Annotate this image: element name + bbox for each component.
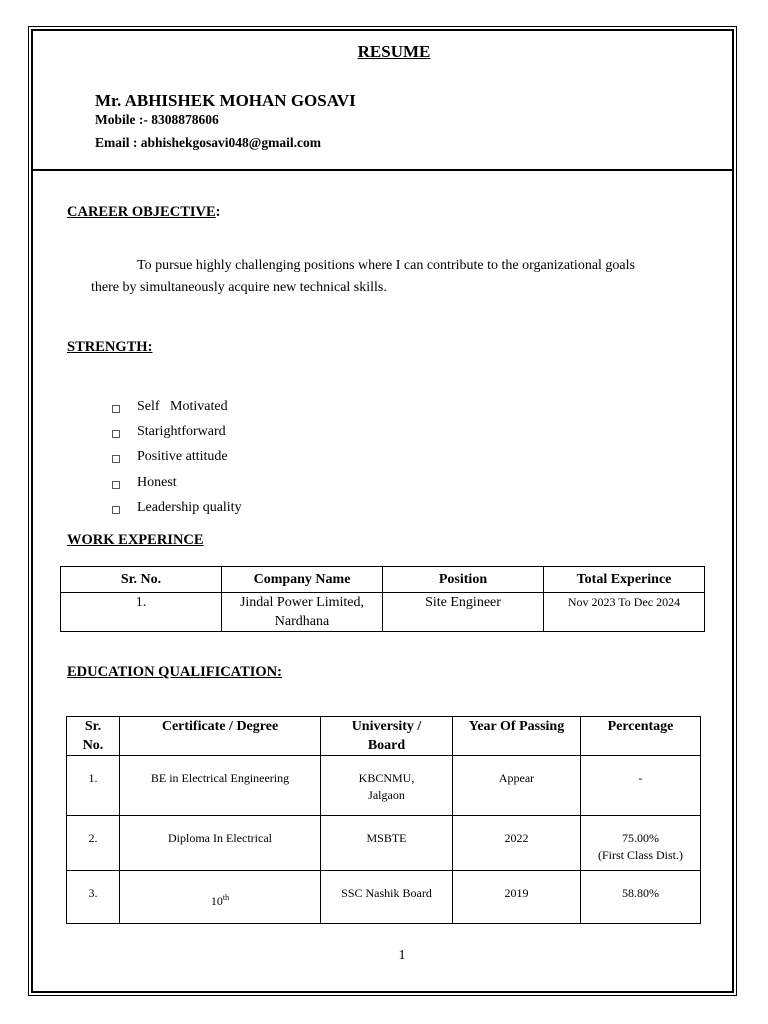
career-objective-heading-text: CAREER OBJECTIVE xyxy=(67,204,216,220)
table-row xyxy=(67,756,701,816)
column-header-sr-line-2: No. xyxy=(82,738,104,753)
cell-percentage xyxy=(581,816,701,871)
education-heading: EDUCATION QUALIFICATION: xyxy=(67,664,282,680)
education-table xyxy=(66,716,701,924)
cell-total-experience: Nov 2023 To Dec 2024 xyxy=(544,593,705,632)
cell-degree-text: 10 xyxy=(210,894,223,908)
resume-title: RESUME xyxy=(357,42,431,61)
cell-university xyxy=(321,756,453,816)
table-row xyxy=(67,871,701,924)
strength-item xyxy=(112,470,242,495)
cell-sr-no: 3. xyxy=(67,871,120,924)
table-header-row xyxy=(67,717,701,756)
career-objective-colon: : xyxy=(215,204,221,220)
column-header-year: Year Of Passing xyxy=(453,717,581,756)
cell-sr-no: 1. xyxy=(67,756,120,816)
cell-degree xyxy=(120,871,321,924)
work-experience-heading: WORK EXPERINCE xyxy=(67,532,204,548)
strength-item-label: Honest xyxy=(137,474,177,490)
table-header-row xyxy=(61,567,705,593)
column-header-percentage: Percentage xyxy=(581,717,701,756)
strength-heading: STRENGTH: xyxy=(67,339,153,355)
email-address: Email : abhishekgosavi048@gmail.com xyxy=(95,135,321,150)
strength-item xyxy=(112,419,242,444)
column-header-university-line-2: Board xyxy=(367,738,406,753)
column-header-sr-no xyxy=(67,717,120,756)
cell-percentage: - xyxy=(581,756,701,816)
table-row xyxy=(61,593,705,632)
cell-company-line-1: Jindal Power Limited, xyxy=(239,595,365,610)
column-header-position: Position xyxy=(383,567,544,593)
column-header-company: Company Name xyxy=(222,567,383,593)
cell-year: Appear xyxy=(453,756,581,816)
career-objective-text xyxy=(91,255,691,299)
column-header-university xyxy=(321,717,453,756)
column-header-sr-no: Sr. No. xyxy=(61,567,222,593)
checkbox-bullet-icon xyxy=(112,506,120,514)
cell-company-line-2: Nardhana xyxy=(274,614,330,629)
cell-sr-no: 1. xyxy=(61,593,222,632)
table-row xyxy=(67,816,701,871)
strength-item xyxy=(112,445,242,470)
cell-percentage-line-2: (First Class Dist.) xyxy=(597,848,683,862)
cell-year: 2022 xyxy=(453,816,581,871)
column-header-total-experience: Total Experince xyxy=(544,567,705,593)
cell-year: 2019 xyxy=(453,871,581,924)
header-divider xyxy=(31,169,734,171)
cell-university-line-1: KBCNMU, xyxy=(358,771,415,785)
column-header-sr-line-1: Sr. xyxy=(84,719,102,734)
cell-university-line-2: Jalgaon xyxy=(368,788,405,802)
candidate-name: Mr. ABHISHEK MOHAN GOSAVI xyxy=(95,91,356,110)
strength-item-label: Starightforward xyxy=(137,424,226,440)
cell-degree: Diploma In Electrical xyxy=(120,816,321,871)
work-experience-table xyxy=(60,566,705,632)
career-objective-heading xyxy=(67,204,221,221)
strength-item-label: Positive attitude xyxy=(137,449,228,465)
cell-degree: BE in Electrical Engineering xyxy=(120,756,321,816)
column-header-university-line-1: University / xyxy=(351,719,422,734)
cell-sr-no: 2. xyxy=(67,816,120,871)
checkbox-bullet-icon xyxy=(112,481,120,489)
checkbox-bullet-icon xyxy=(112,430,120,438)
cell-university: MSBTE xyxy=(321,816,453,871)
career-objective-line-2: there by simultaneously acquire new technical skills. xyxy=(91,280,387,295)
cell-position: Site Engineer xyxy=(383,593,544,632)
strength-list xyxy=(112,394,242,521)
checkbox-bullet-icon xyxy=(112,455,120,463)
cell-university: SSC Nashik Board xyxy=(321,871,453,924)
cell-company xyxy=(222,593,383,632)
strength-item-label: Self Motivated xyxy=(137,398,228,414)
cell-degree-superscript: th xyxy=(222,893,230,902)
cell-percentage: 58.80% xyxy=(581,871,701,924)
page-number: 1 xyxy=(398,948,406,963)
strength-item xyxy=(112,394,242,419)
career-objective-line-1-text: To pursue highly challenging positions where I can contribute to the organizational goals xyxy=(137,258,635,273)
checkbox-bullet-icon xyxy=(112,405,120,413)
cell-percentage-line-1: 75.00% xyxy=(622,831,659,845)
career-objective-line-1 xyxy=(91,255,691,277)
strength-item xyxy=(112,496,242,521)
column-header-degree: Certificate / Degree xyxy=(120,717,321,756)
mobile-number: Mobile :- 8308878606 xyxy=(95,112,219,127)
strength-item-label: Leadership quality xyxy=(137,500,242,516)
